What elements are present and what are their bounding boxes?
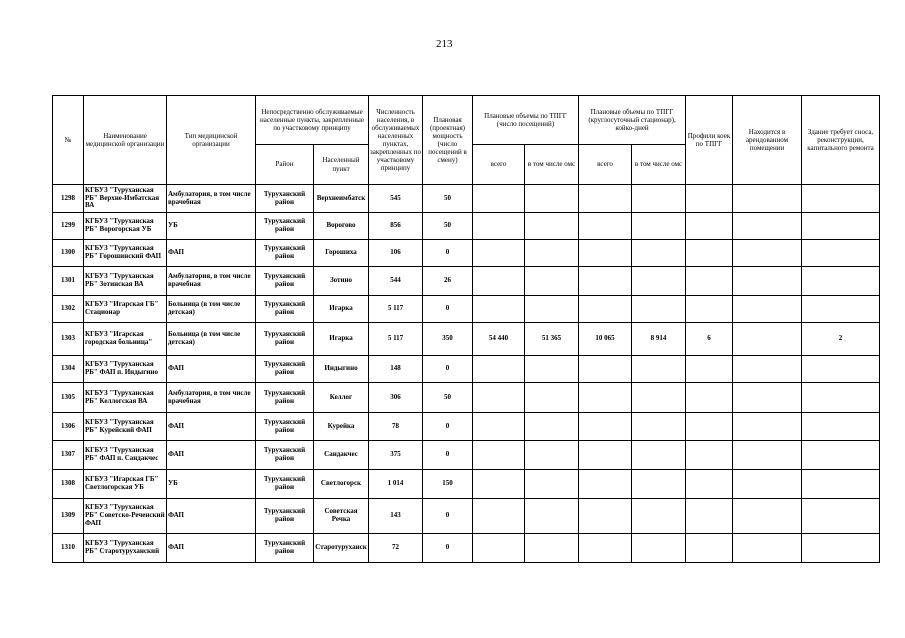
beddays-oms-cell — [632, 534, 686, 563]
population-cell: 106 — [369, 240, 423, 267]
district-cell: Туруханский район — [256, 296, 314, 323]
visits-oms-cell — [525, 240, 579, 267]
org-type-cell: Амбулатория, в том числе врачебная — [167, 267, 256, 296]
org-type-cell: УБ — [167, 213, 256, 240]
visits-total-cell — [473, 441, 525, 470]
capacity-cell: 26 — [423, 267, 473, 296]
facilities-table — [52, 95, 880, 563]
header-visits-oms: в том числе омс — [525, 145, 579, 185]
beddays-oms-cell — [632, 267, 686, 296]
rented-cell — [733, 383, 802, 413]
rented-cell — [733, 267, 802, 296]
repair-cell — [802, 213, 880, 240]
repair-cell — [802, 240, 880, 267]
header-org-type: Тип медицинской организации — [167, 96, 256, 185]
row-number: 1302 — [53, 296, 84, 323]
beds-profile-cell — [686, 470, 733, 499]
beds-profile-cell — [686, 441, 733, 470]
visits-total-cell — [473, 499, 525, 534]
table-row — [53, 240, 880, 267]
repair-cell — [802, 534, 880, 563]
repair-cell — [802, 267, 880, 296]
beddays-total-cell — [579, 470, 632, 499]
beds-profile-cell — [686, 185, 733, 213]
visits-oms-cell — [525, 296, 579, 323]
population-cell: 148 — [369, 356, 423, 383]
beddays-total-cell — [579, 267, 632, 296]
settlement-cell: Келлог — [314, 383, 369, 413]
beddays-total-cell: 10 065 — [579, 323, 632, 356]
row-number: 1309 — [53, 499, 84, 534]
district-cell: Туруханский район — [256, 323, 314, 356]
org-name-cell: КГБУЗ "Туруханская РБ" Старотуруханский — [84, 534, 167, 563]
header-beds-profile: Профили коек по ТПГГ — [686, 96, 733, 185]
rented-cell — [733, 323, 802, 356]
population-cell: 375 — [369, 441, 423, 470]
capacity-cell: 50 — [423, 383, 473, 413]
beds-profile-cell: 6 — [686, 323, 733, 356]
table-row — [53, 267, 880, 296]
district-cell: Туруханский район — [256, 383, 314, 413]
org-type-cell: УБ — [167, 470, 256, 499]
rented-cell — [733, 213, 802, 240]
org-name-cell: КГБУЗ "Игарская ГБ" Стационар — [84, 296, 167, 323]
beddays-total-cell — [579, 534, 632, 563]
visits-oms-cell — [525, 441, 579, 470]
beddays-total-cell — [579, 441, 632, 470]
header-settlements-group: Непосредственно обслуживаемые населенные пункты, закрепленные по участковому принципу — [256, 96, 369, 145]
district-cell: Туруханский район — [256, 413, 314, 441]
header-capacity: Плановая (проектная) мощность (число посещений в смену) — [423, 96, 473, 185]
table-row — [53, 534, 880, 563]
population-cell: 856 — [369, 213, 423, 240]
visits-total-cell — [473, 383, 525, 413]
row-number: 1304 — [53, 356, 84, 383]
capacity-cell: 50 — [423, 213, 473, 240]
header-beddays-total: всего — [579, 145, 632, 185]
header-visits-total: всего — [473, 145, 525, 185]
rented-cell — [733, 534, 802, 563]
visits-total-cell — [473, 413, 525, 441]
visits-total-cell: 54 440 — [473, 323, 525, 356]
settlement-cell: Индыгино — [314, 356, 369, 383]
org-name-cell: КГБУЗ "Туруханская РБ" ФАП п. Сандакчес — [84, 441, 167, 470]
row-number: 1310 — [53, 534, 84, 563]
row-number: 1305 — [53, 383, 84, 413]
settlement-cell: Зотино — [314, 267, 369, 296]
settlement-cell: Верхнеимбатск — [314, 185, 369, 213]
org-type-cell: Амбулатория, в том числе врачебная — [167, 383, 256, 413]
table-row — [53, 413, 880, 441]
org-type-cell: ФАП — [167, 441, 256, 470]
header-beddays-group: Плановые объемы по ТПГГ (круглосуточный стационар), койко-дней — [579, 96, 686, 145]
visits-oms-cell: 51 365 — [525, 323, 579, 356]
settlement-cell: Курейка — [314, 413, 369, 441]
row-number: 1308 — [53, 470, 84, 499]
beddays-oms-cell — [632, 240, 686, 267]
visits-total-cell — [473, 185, 525, 213]
beddays-total-cell — [579, 213, 632, 240]
table-row — [53, 185, 880, 213]
beddays-oms-cell: 8 914 — [632, 323, 686, 356]
beddays-oms-cell — [632, 356, 686, 383]
beddays-oms-cell — [632, 296, 686, 323]
header-org-name: Наименование медицинской организации — [84, 96, 167, 185]
rented-cell — [733, 296, 802, 323]
row-number: 1299 — [53, 213, 84, 240]
visits-total-cell — [473, 267, 525, 296]
visits-oms-cell — [525, 383, 579, 413]
rented-cell — [733, 356, 802, 383]
capacity-cell: 0 — [423, 441, 473, 470]
org-name-cell: КГБУЗ "Туруханская РБ" Курейский ФАП — [84, 413, 167, 441]
beddays-total-cell — [579, 356, 632, 383]
beddays-total-cell — [579, 240, 632, 267]
repair-cell — [802, 383, 880, 413]
beddays-oms-cell — [632, 413, 686, 441]
repair-cell — [802, 356, 880, 383]
capacity-cell: 0 — [423, 296, 473, 323]
table-header — [53, 96, 880, 185]
org-name-cell: КГБУЗ "Туруханская РБ" Келлогская ВА — [84, 383, 167, 413]
beddays-oms-cell — [632, 383, 686, 413]
beds-profile-cell — [686, 296, 733, 323]
population-cell: 545 — [369, 185, 423, 213]
visits-oms-cell — [525, 267, 579, 296]
header-rented: Находится в арендованном помещении — [733, 96, 802, 185]
repair-cell — [802, 470, 880, 499]
table-row — [53, 470, 880, 499]
repair-cell — [802, 499, 880, 534]
table-row — [53, 213, 880, 240]
beds-profile-cell — [686, 356, 733, 383]
rented-cell — [733, 499, 802, 534]
beddays-total-cell — [579, 296, 632, 323]
repair-cell: 2 — [802, 323, 880, 356]
district-cell: Туруханский район — [256, 185, 314, 213]
beds-profile-cell — [686, 499, 733, 534]
population-cell: 5 117 — [369, 323, 423, 356]
settlement-cell: Советская Речка — [314, 499, 369, 534]
settlement-cell: Игарка — [314, 296, 369, 323]
district-cell: Туруханский район — [256, 441, 314, 470]
row-number: 1307 — [53, 441, 84, 470]
beds-profile-cell — [686, 213, 733, 240]
header-population: Численность населения, в обслуживаемых населенных пунктах, закрепленных по участковому принципу — [369, 96, 423, 185]
settlement-cell: Игарка — [314, 323, 369, 356]
org-name-cell: КГБУЗ "Игарская городская больница" — [84, 323, 167, 356]
visits-oms-cell — [525, 470, 579, 499]
visits-total-cell — [473, 534, 525, 563]
header-visits-group: Плановые объемы по ТПГГ (число посещений) — [473, 96, 579, 145]
row-number: 1298 — [53, 185, 84, 213]
table-row — [53, 441, 880, 470]
beddays-oms-cell — [632, 185, 686, 213]
beds-profile-cell — [686, 413, 733, 441]
visits-total-cell — [473, 213, 525, 240]
district-cell: Туруханский район — [256, 534, 314, 563]
visits-total-cell — [473, 470, 525, 499]
org-name-cell: КГБУЗ "Туруханская РБ" ФАП п. Индыгино — [84, 356, 167, 383]
population-cell: 72 — [369, 534, 423, 563]
population-cell: 306 — [369, 383, 423, 413]
beddays-oms-cell — [632, 499, 686, 534]
row-number: 1300 — [53, 240, 84, 267]
capacity-cell: 0 — [423, 356, 473, 383]
beds-profile-cell — [686, 534, 733, 563]
beddays-total-cell — [579, 499, 632, 534]
capacity-cell: 0 — [423, 499, 473, 534]
district-cell: Туруханский район — [256, 213, 314, 240]
rented-cell — [733, 240, 802, 267]
capacity-cell: 350 — [423, 323, 473, 356]
beds-profile-cell — [686, 383, 733, 413]
district-cell: Туруханский район — [256, 470, 314, 499]
visits-total-cell — [473, 356, 525, 383]
org-type-cell: Амбулатория, в том числе врачебная — [167, 185, 256, 213]
population-cell: 78 — [369, 413, 423, 441]
org-type-cell: Больница (в том числе детская) — [167, 323, 256, 356]
repair-cell — [802, 185, 880, 213]
population-cell: 1 014 — [369, 470, 423, 499]
rented-cell — [733, 441, 802, 470]
district-cell: Туруханский район — [256, 240, 314, 267]
visits-total-cell — [473, 240, 525, 267]
table-row — [53, 323, 880, 356]
header-no: № — [53, 96, 84, 185]
settlement-cell: Горошиха — [314, 240, 369, 267]
row-number: 1301 — [53, 267, 84, 296]
visits-total-cell — [473, 296, 525, 323]
rented-cell — [733, 185, 802, 213]
population-cell: 544 — [369, 267, 423, 296]
capacity-cell: 0 — [423, 534, 473, 563]
population-cell: 143 — [369, 499, 423, 534]
district-cell: Туруханский район — [256, 356, 314, 383]
capacity-cell: 0 — [423, 240, 473, 267]
visits-oms-cell — [525, 213, 579, 240]
rented-cell — [733, 413, 802, 441]
header-repair: Здание требует сноса, реконструкции, капитального ремонта — [802, 96, 880, 185]
row-number: 1303 — [53, 323, 84, 356]
table-row — [53, 383, 880, 413]
visits-oms-cell — [525, 185, 579, 213]
beds-profile-cell — [686, 267, 733, 296]
visits-oms-cell — [525, 413, 579, 441]
header-district: Район — [256, 145, 314, 185]
beddays-total-cell — [579, 383, 632, 413]
visits-oms-cell — [525, 356, 579, 383]
capacity-cell: 50 — [423, 185, 473, 213]
visits-oms-cell — [525, 499, 579, 534]
beddays-oms-cell — [632, 213, 686, 240]
table-row — [53, 296, 880, 323]
org-type-cell: ФАП — [167, 356, 256, 383]
repair-cell — [802, 296, 880, 323]
settlement-cell: Сандакчес — [314, 441, 369, 470]
settlement-cell: Светлогорск — [314, 470, 369, 499]
header-settlement: Населенный пункт — [314, 145, 369, 185]
table-row — [53, 356, 880, 383]
org-name-cell: КГБУЗ "Туруханская РБ" Советско-Реченский ФАП — [84, 499, 167, 534]
repair-cell — [802, 441, 880, 470]
org-name-cell: КГБУЗ "Туруханская РБ" Верхне-Имбатская ВА — [84, 185, 167, 213]
org-name-cell: КГБУЗ "Туруханская РБ" Зотинская ВА — [84, 267, 167, 296]
visits-oms-cell — [525, 534, 579, 563]
page-number: 213 — [436, 38, 453, 50]
settlement-cell: Старотуруханск — [314, 534, 369, 563]
beddays-oms-cell — [632, 470, 686, 499]
org-type-cell: Больница (в том числе детская) — [167, 296, 256, 323]
org-type-cell: ФАП — [167, 499, 256, 534]
capacity-cell: 0 — [423, 413, 473, 441]
table-row — [53, 499, 880, 534]
rented-cell — [733, 470, 802, 499]
org-type-cell: ФАП — [167, 534, 256, 563]
district-cell: Туруханский район — [256, 267, 314, 296]
repair-cell — [802, 413, 880, 441]
org-name-cell: КГБУЗ "Туруханская РБ" Горошинский ФАП — [84, 240, 167, 267]
org-type-cell: ФАП — [167, 240, 256, 267]
settlement-cell: Ворогово — [314, 213, 369, 240]
beddays-total-cell — [579, 185, 632, 213]
header-beddays-oms: в том числе омс — [632, 145, 686, 185]
beddays-total-cell — [579, 413, 632, 441]
row-number: 1306 — [53, 413, 84, 441]
capacity-cell: 150 — [423, 470, 473, 499]
population-cell: 5 117 — [369, 296, 423, 323]
org-name-cell: КГБУЗ "Игарская ГБ" Светлогорская УБ — [84, 470, 167, 499]
beddays-oms-cell — [632, 441, 686, 470]
org-name-cell: КГБУЗ "Туруханская РБ" Ворогорская УБ — [84, 213, 167, 240]
district-cell: Туруханский район — [256, 499, 314, 534]
org-type-cell: ФАП — [167, 413, 256, 441]
beds-profile-cell — [686, 240, 733, 267]
table-body — [53, 185, 880, 563]
